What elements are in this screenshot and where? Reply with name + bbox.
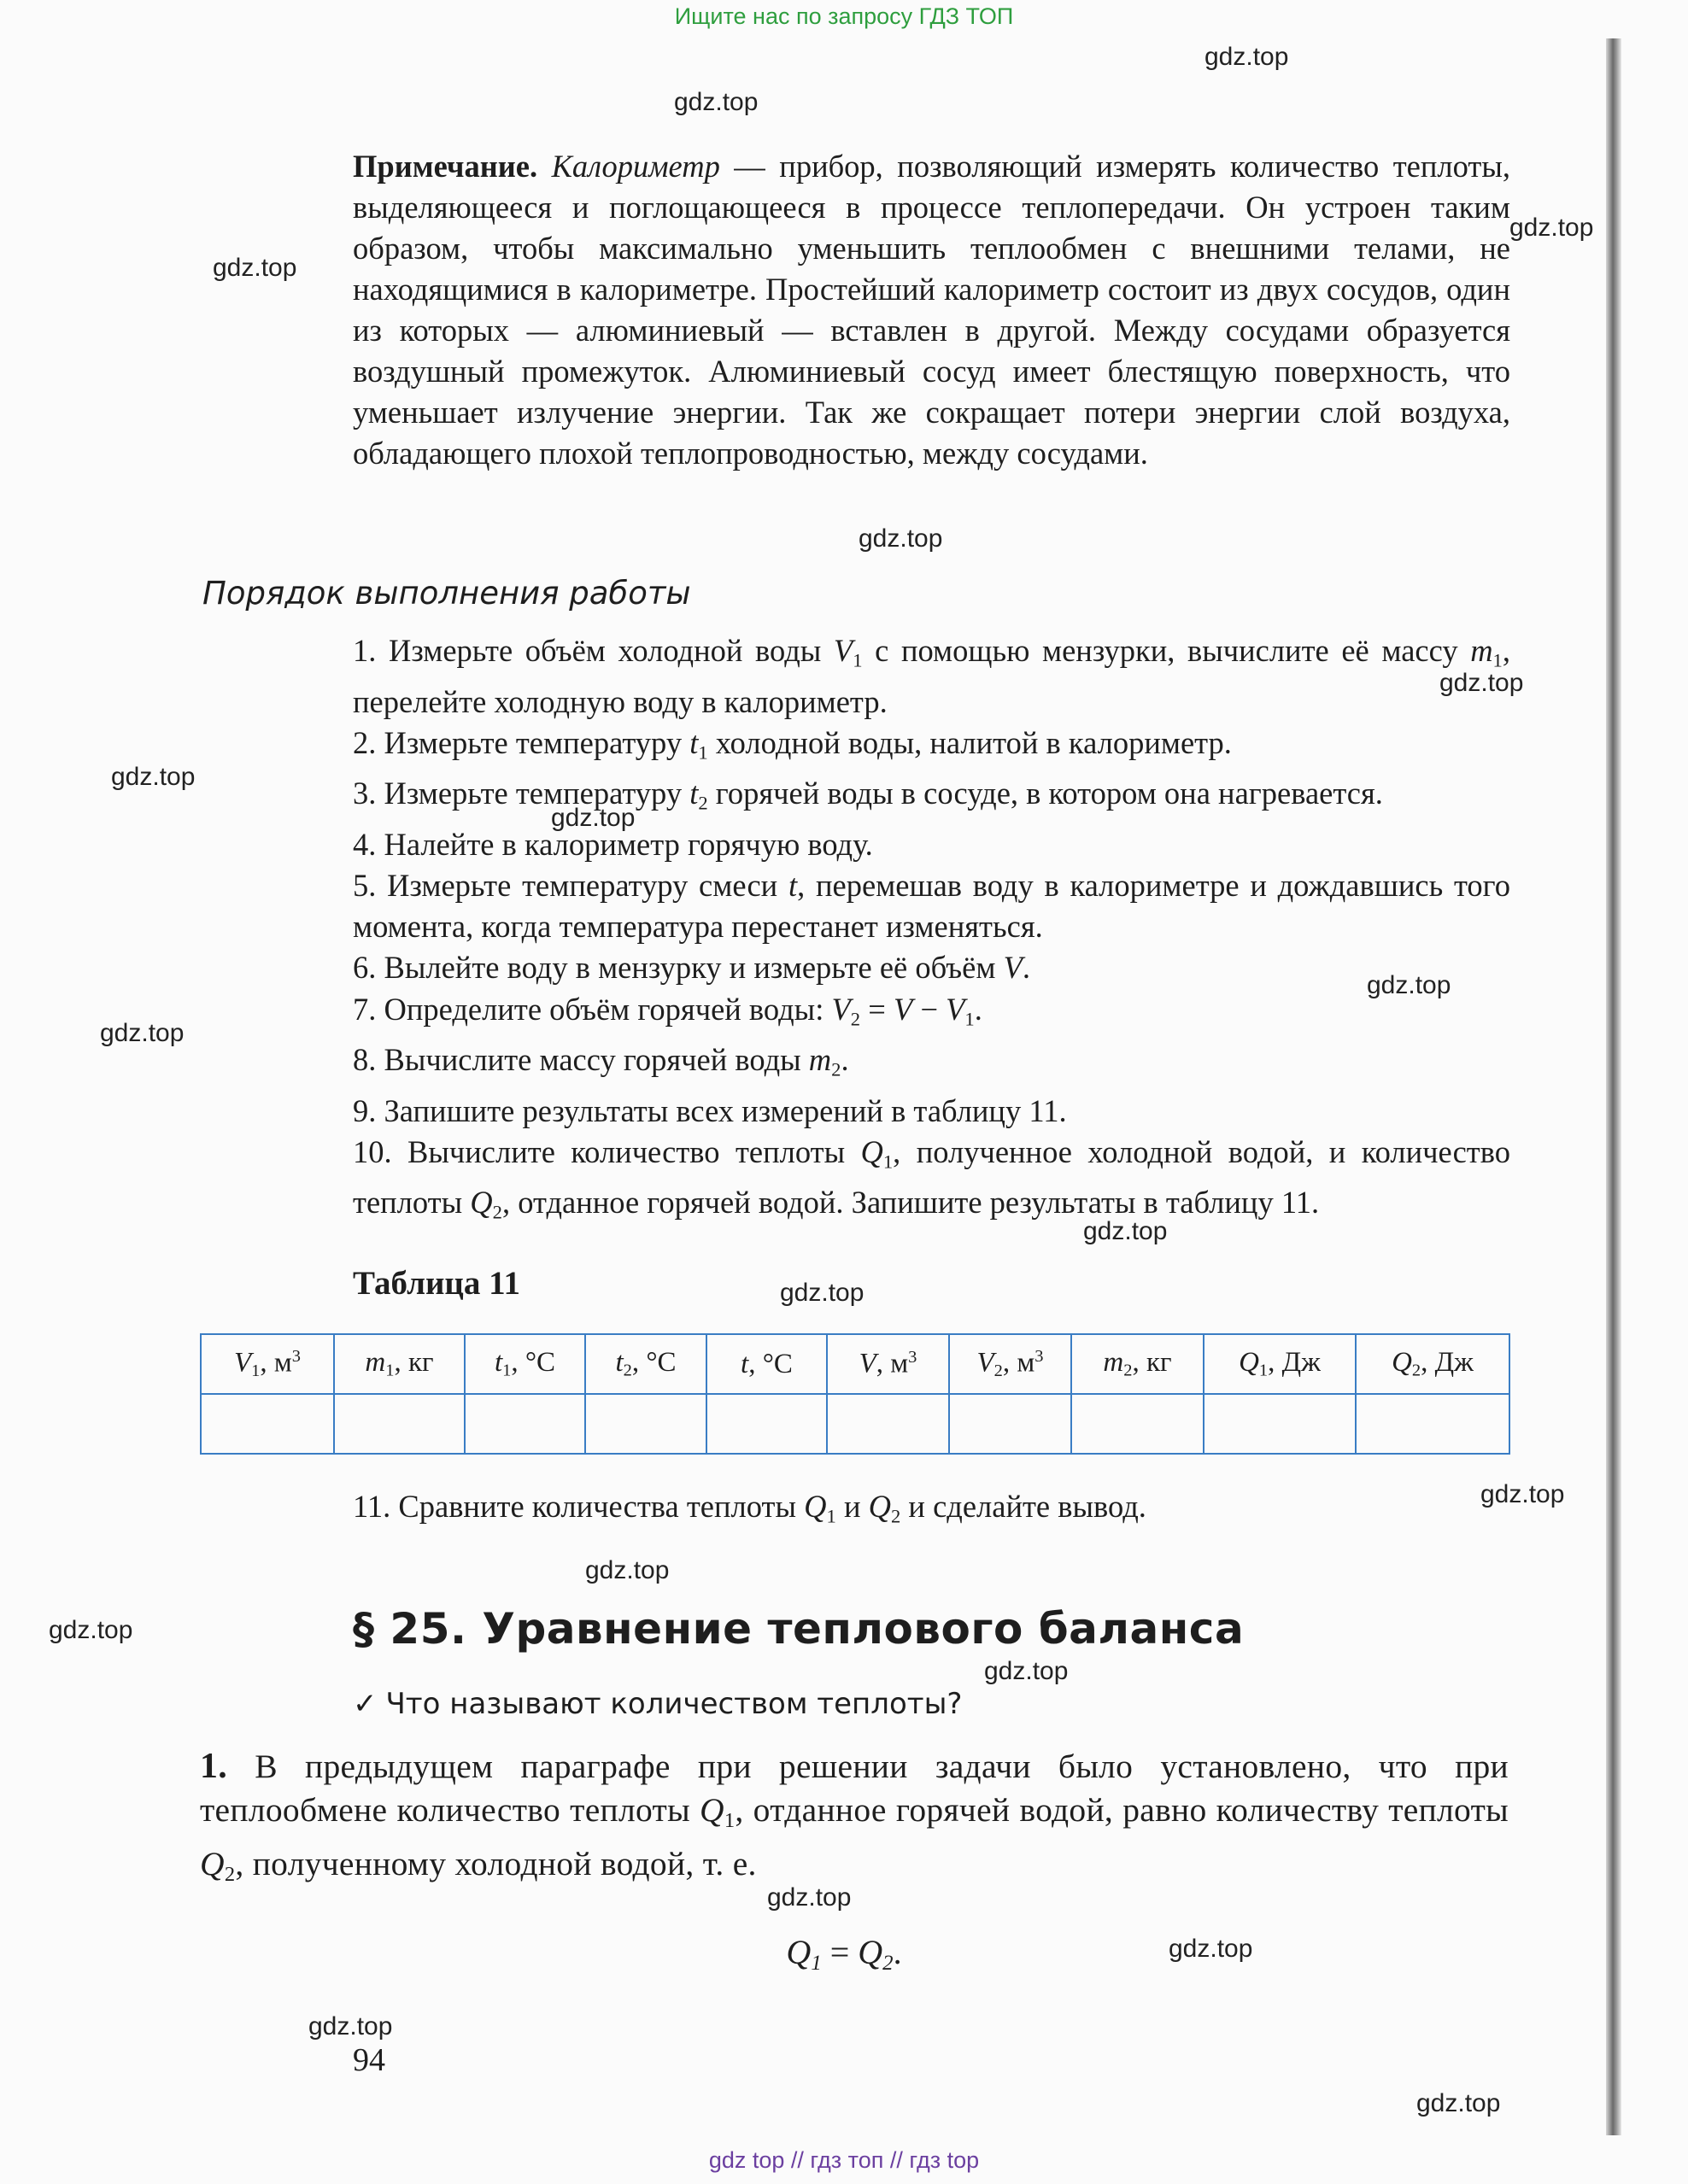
table-header-cell: $Q_1$, Дж <box>1204 1334 1356 1394</box>
step-9: 9. Запишите результаты всех измерений в таблицу 11. <box>353 1092 1067 1128</box>
table-header-cell: $t_1$, °С <box>465 1334 585 1394</box>
watermark: gdz.top <box>551 804 636 832</box>
watermark: gdz.top <box>1204 43 1289 71</box>
table-cell <box>465 1394 585 1454</box>
step-7: 7. Определите объём горячей воды: $V_2 = V - V_1$. <box>353 991 982 1029</box>
bottom-banner-link[interactable]: gdz top // гдз топ // гдз top <box>708 2147 980 2173</box>
step-1: 1. Измерьте объём холодной воды $V_1$ с помощью мензурки, вычислите её массу $m_1$, перелейте холодную воду в калориметр. <box>353 633 1510 719</box>
table-header-row <box>201 1334 1509 1394</box>
step-5: 5. Измерьте температуру смеси t, перемешав воду в калориметре и дождавшись того момента, когда температура перестанет изменяться. <box>353 868 1510 945</box>
table-header-cell: $V_1$, $м^3$ <box>201 1334 334 1394</box>
watermark: gdz.top <box>780 1279 865 1307</box>
watermark: gdz.top <box>1169 1935 1253 1963</box>
step-6: 6. Вылейте воду в мензурку и измерьте её объём V. <box>353 950 1030 986</box>
watermark: gdz.top <box>213 254 297 282</box>
table-header-cell: $Q_2$, Дж <box>1356 1334 1509 1394</box>
table-cell <box>1071 1394 1204 1454</box>
step-8: 8. Вычислите массу горячей воды $m_2$. <box>353 1042 849 1080</box>
watermark: gdz.top <box>585 1556 670 1584</box>
note-term: Калориметр <box>551 149 720 184</box>
watermark: gdz.top <box>859 524 943 553</box>
watermark: gdz.top <box>984 1657 1069 1685</box>
section-title: § 25. Уравнение теплового баланса <box>353 1604 1245 1654</box>
table-header-cell: $m_2$, кг <box>1071 1334 1204 1394</box>
watermark: gdz.top <box>1480 1480 1565 1508</box>
review-question: ✓ Что называют количеством теплоты? <box>353 1687 963 1721</box>
table-header-cell: V, $м^3$ <box>827 1334 949 1394</box>
table-cell <box>334 1394 465 1454</box>
watermark: gdz.top <box>308 2012 393 2041</box>
page-number: 94 <box>353 2042 385 2078</box>
watermark: gdz.top <box>1367 971 1451 999</box>
table-cell <box>1204 1394 1356 1454</box>
table-cell <box>706 1394 827 1454</box>
table-header-cell: $V_2$, $м^3$ <box>949 1334 1071 1394</box>
table-header-cell: $m_1$, кг <box>334 1334 465 1394</box>
note-label: Примечание. <box>353 149 538 184</box>
watermark: gdz.top <box>1083 1217 1168 1245</box>
watermark: gdz.top <box>674 88 759 116</box>
watermark: gdz.top <box>49 1616 133 1644</box>
note-paragraph <box>353 146 1510 474</box>
section-paragraph: 1. В предыдущем параграфе при решении задачи было установлено, что при теплообмене количество теплоты $Q_1$, отданное горячей водой, равно количеству теплоты $Q_2$, полученному холодной водой, т. е. <box>200 1747 1509 1886</box>
procedure-steps <box>353 630 1510 1233</box>
step-11: 11. Сравните количества теплоты $Q_1$ и $Q_2$ и сделайте вывод. <box>353 1489 1146 1527</box>
table-cell <box>201 1394 334 1454</box>
step-3: 3. Измерьте температуру $t_2$ горячей воды в сосуде, в котором она нагревается. <box>353 776 1383 814</box>
step-2: 2. Измерьте температуру $t_1$ холодной воды, налитой в калориметр. <box>353 724 1232 764</box>
table-cell <box>1356 1394 1509 1454</box>
note-text: — прибор, позволяющий измерять количество теплоты, выделяющееся и поглощающееся в процессе теплопередачи. Он устроен таким образом, чтобы максимально уменьшить теплообмен с внешними телами, не находящимися в калориметре. Простейший калориметр состоит из двух сосудов, один из которых — алюминиевый — вставлен в другой. Между сосудами образуется воздушный промежуток. Алюминиевый сосуд имеет блестящую поверхность, что уменьшает излучение энергии. Так же сокращает потери энергии слой воздуха, обладающего плохой теплопроводностью, между сосудами. <box>353 149 1511 471</box>
table-cell <box>949 1394 1071 1454</box>
top-banner-link[interactable]: Ищите нас по запросу ГДЗ ТОП <box>674 3 1014 29</box>
table-title: Таблица 11 <box>353 1265 520 1302</box>
watermark: gdz.top <box>1439 669 1524 697</box>
step-10: 10. Вычислите количество теплоты $Q_1$, полученное холодной водой, и количество теплоты $Q_2$, отданное горячей водой. Запишите результаты в таблицу 11. <box>353 1133 1510 1223</box>
table-cell <box>827 1394 949 1454</box>
procedure-heading: Порядок выполнения работы <box>202 575 691 612</box>
table-header-cell: $t_2$, °С <box>585 1334 706 1394</box>
watermark: gdz.top <box>1416 2089 1501 2117</box>
table-empty-row <box>201 1394 1509 1454</box>
paragraph-number: 1. <box>200 1747 228 1786</box>
watermark: gdz.top <box>111 763 196 791</box>
measurement-table <box>200 1333 1510 1455</box>
watermark: gdz.top <box>100 1019 185 1047</box>
step-4: 4. Налейте в калориметр горячую воду. <box>353 826 873 862</box>
watermark: gdz.top <box>1509 214 1594 242</box>
heat-balance-formula: $Q_1 = Q_2$. <box>786 1933 902 1975</box>
table-header-cell: t, °С <box>706 1334 827 1394</box>
checkmark-icon: ✓ <box>353 1687 378 1721</box>
table-cell <box>585 1394 706 1454</box>
watermark: gdz.top <box>767 1883 852 1912</box>
book-spine-shadow <box>1606 38 1621 2135</box>
